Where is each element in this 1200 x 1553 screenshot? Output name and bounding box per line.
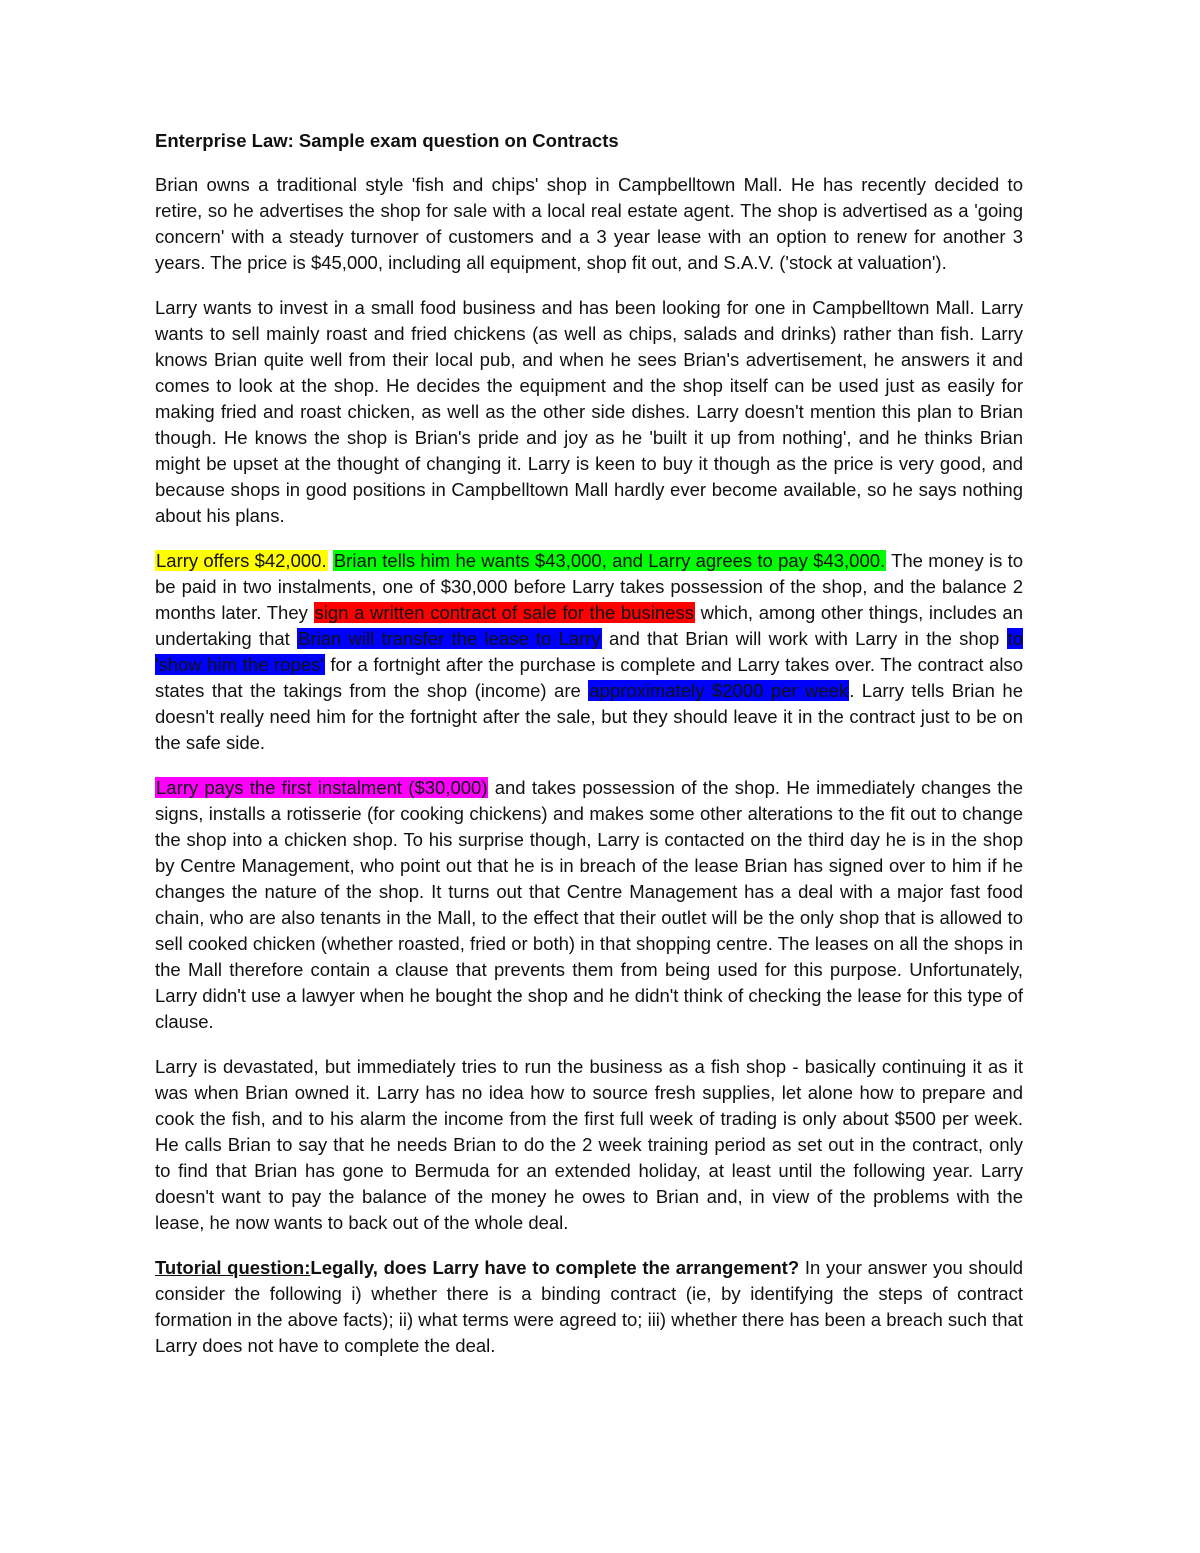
paragraph-tutorial-question xyxy=(155,1255,1023,1359)
paragraph-larry-plans: Larry wants to invest in a small food business and has been looking for one in Campbelltown Mall. Larry wants to sell mainly roast and fried chickens (as well as chips, salads and drinks) rather than fish. Larry knows Brian quite well from their local pub, and when he sees Brian's advertisement, he answers it and comes to look at the shop. He decides the equipment and the shop itself can be used just as easily for making fried and roast chicken, as well as the other side dishes. Larry doesn't mention this plan to Brian though. He knows the shop is Brian's pride and joy as he 'built it up from nothing', and he thinks Brian might be upset at the thought of changing it. Larry is keen to buy it though as the price is very good, and because shops in good positions in Campbelltown Mall hardly ever become available, so he says nothing about his plans. xyxy=(155,297,1023,526)
text-possession: and takes possession of the shop. He immediately changes the signs, installs a rotisserie (for cooking chickens) and makes some other alterations to the fit out to change the shop into a chicken shop. To his surprise though, Larry is contacted on the third day he is in the shop by Centre Management, who point out that he is in breach of the lease Brian has signed over to him if he changes the nature of the shop. It turns out that Centre Management has a deal with a major fast food chain, who are also tenants in the Mall, to the effect that their outlet will be the only shop that is allowed to sell cooked chicken (whether roasted, fried or both) in that shopping centre. The leases on all the shops in the Mall therefore contain a clause that prevents them from being used for this purpose. Unfortunately, Larry didn't use a lawyer when he bought the shop and he didn't think of checking the lease for this type of clause. xyxy=(155,777,1023,1032)
tutorial-question-text: Legally, does Larry have to complete the arrangement? xyxy=(310,1257,800,1278)
highlight-show-ropes: to 'show him the ropes' xyxy=(155,628,1023,675)
text-instalments: The money is to be paid in two instalments, one of $30,000 before Larry takes possession of the shop, and the balance 2 months later. They xyxy=(155,550,1023,623)
highlight-written-contract: sign a written contract of sale for the business xyxy=(314,602,694,623)
tutorial-question-instructions: In your answer you should consider the following i) whether there is a binding contract (ie, by identifying the steps of contract formation in the above facts); ii) what terms were agreed to; iii) whether there has been a breach such that Larry does not have to complete the deal. xyxy=(155,1257,1023,1356)
text-undertaking: which, among other things, includes an undertaking that xyxy=(155,602,1023,649)
text-takings: for a fortnight after the purchase is complete and Larry takes over. The contract also states that the takings from the shop (income) are xyxy=(155,654,1023,701)
highlight-first-instalment: Larry pays the first instalment ($30,000) xyxy=(156,777,488,798)
highlight-offer: Larry offers $42,000. xyxy=(156,550,327,571)
tutorial-question-label: Tutorial question: xyxy=(155,1257,311,1278)
highlight-counter-offer: Brian tells him he wants $43,000, and Larry agrees to pay $43,000. xyxy=(333,550,886,571)
document-page xyxy=(155,128,1023,1378)
paragraph-negotiation xyxy=(155,548,1023,756)
paragraph-brian-shop: Brian owns a traditional style 'fish and chips' shop in Campbelltown Mall. He has recently decided to retire, so he advertises the shop for sale with a local real estate agent. The shop is advertised as a 'going concern' with a steady turnover of customers and a 3 year lease with an option to renew for another 3 years. The price is $45,000, including all equipment, shop fit out, and S.A.V. ('stock at valuation'). xyxy=(155,174,1023,273)
highlight-takings: approximately $2000 per week xyxy=(589,680,849,701)
document-title: Enterprise Law: Sample exam question on Contracts xyxy=(155,130,619,151)
highlight-lease-transfer: Brian will transfer the lease to Larry xyxy=(298,628,601,649)
text-safe-side: . Larry tells Brian he doesn't really need him for the fortnight after the sale, but they should leave it in the contract just to be on the safe side. xyxy=(155,680,1023,753)
text-work-with: and that Brian will work with Larry in the shop xyxy=(601,628,1007,649)
paragraph-possession xyxy=(155,775,1023,1035)
paragraph-devastated: Larry is devastated, but immediately tries to run the business as a fish shop - basically continuing it as it was when Brian owned it. Larry has no idea how to source fresh supplies, let alone how to prepare and cook the fish, and to his alarm the income from the first full week of trading is only about $500 per week. He calls Brian to say that he needs Brian to do the 2 week training period as set out in the contract, only to find that Brian has gone to Bermuda for an extended holiday, at least until the following year. Larry doesn't want to pay the balance of the money he owes to Brian and, in view of the problems with the lease, he now wants to back out of the whole deal. xyxy=(155,1056,1023,1233)
